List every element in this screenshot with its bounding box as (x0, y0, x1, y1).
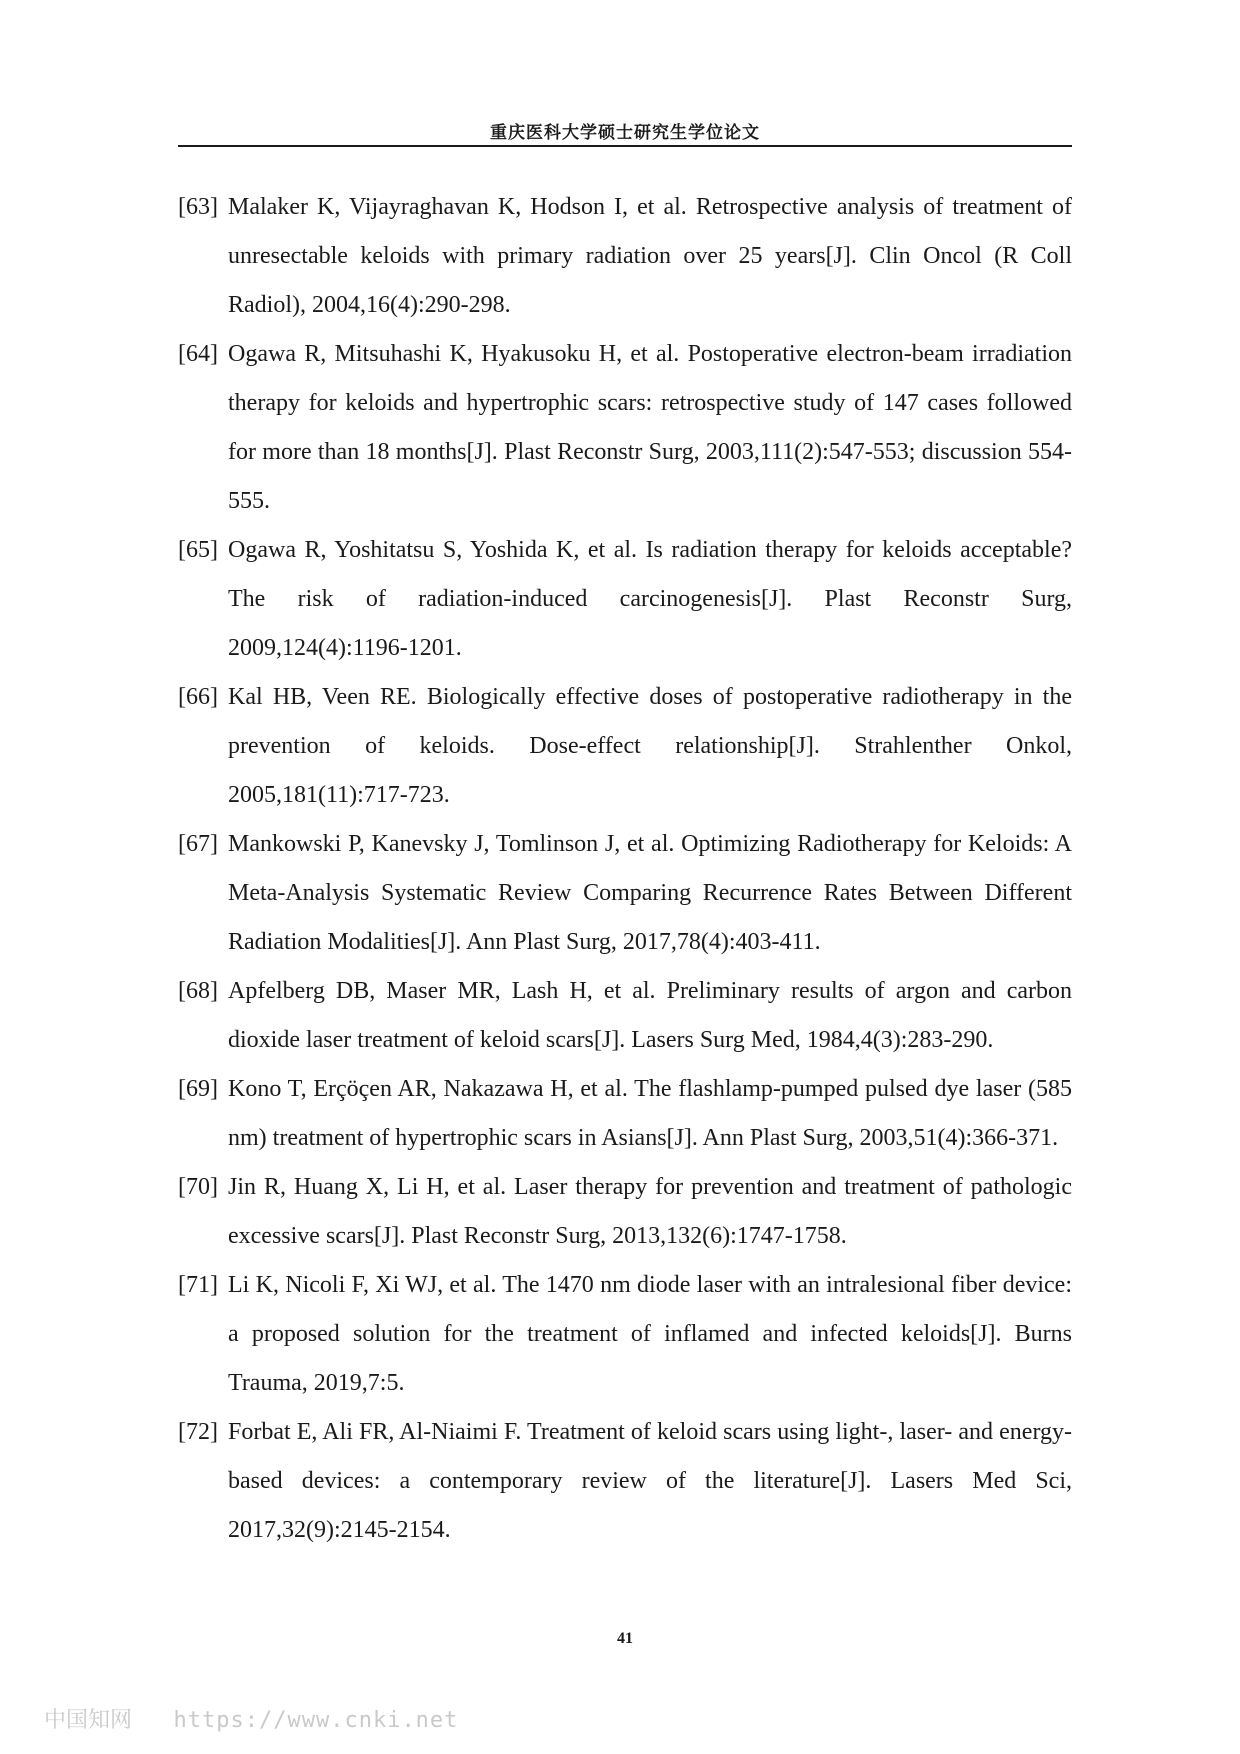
reference-text: Jin R, Huang X, Li H, et al. Laser therapy for prevention and treatment of pathologic excessive scars[J]. Plast Reconstr Surg, 2013,132(6):1747-1758. (228, 1174, 1072, 1249)
reference-number: [64] (178, 341, 218, 367)
reference-item (178, 183, 1072, 330)
reference-text: Malaker K, Vijayraghavan K, Hodson I, et al. Retrospective analysis of treatment of unresectable keloids with primary radiation over 25 years[J]. Clin Oncol (R Coll Radiol), 2004,16(4):290-298. (228, 194, 1072, 318)
reference-number: [63] (178, 194, 218, 220)
reference-item (178, 967, 1072, 1065)
header-rule (178, 145, 1072, 147)
reference-number: [72] (178, 1419, 218, 1445)
reference-number: [69] (178, 1076, 218, 1102)
reference-list (178, 183, 1072, 1555)
reference-item (178, 1065, 1072, 1163)
reference-item (178, 1163, 1072, 1261)
reference-text: Apfelberg DB, Maser MR, Lash H, et al. Preliminary results of argon and carbon dioxide laser treatment of keloid scars[J]. Lasers Surg Med, 1984,4(3):283-290. (228, 978, 1072, 1053)
reference-text: Kal HB, Veen RE. Biologically effective doses of postoperative radiotherapy in the prevention of keloids. Dose-effect relationship[J]. Strahlenther Onkol, 2005,181(11):717-723. (228, 684, 1072, 808)
reference-number: [71] (178, 1272, 218, 1298)
cnki-watermark (44, 1703, 458, 1734)
reference-text: Li K, Nicoli F, Xi WJ, et al. The 1470 nm diode laser with an intralesional fiber device: a proposed solution for the treatment of inflamed and infected keloids[J]. Burns Trauma, 2019,7:5. (228, 1272, 1072, 1396)
reference-number: [70] (178, 1174, 218, 1200)
reference-text: Mankowski P, Kanevsky J, Tomlinson J, et al. Optimizing Radiotherapy for Keloids: A Meta-Analysis Systematic Review Comparing Recurrence Rates Between Different Radiation Modalities[J]. Ann Plast Surg, 2017,78(4):403-411. (228, 831, 1072, 955)
reference-item (178, 820, 1072, 967)
page-number: 41 (617, 1630, 633, 1647)
reference-item (178, 673, 1072, 820)
watermark-url: https://www.cnki.net (173, 1708, 459, 1733)
running-header-title: 重庆医科大学硕士研究生学位论文 (490, 123, 760, 143)
reference-number: [65] (178, 537, 218, 563)
reference-item (178, 330, 1072, 526)
reference-item (178, 1408, 1072, 1555)
reference-text: Ogawa R, Mitsuhashi K, Hyakusoku H, et al. Postoperative electron-beam irradiation therapy for keloids and hypertrophic scars: retrospective study of 147 cases followed for more than 18 months[J]. Plast Reconstr Surg, 2003,111(2):547-553; discussion 554-555. (228, 341, 1072, 514)
reference-text: Kono T, Erçöçen AR, Nakazawa H, et al. The flashlamp-pumped pulsed dye laser (585 nm) treatment of hypertrophic scars in Asians[J]. Ann Plast Surg, 2003,51(4):366-371. (228, 1076, 1072, 1151)
reference-text: Ogawa R, Yoshitatsu S, Yoshida K, et al. Is radiation therapy for keloids acceptable? The risk of radiation-induced carcinogenesis[J]. Plast Reconstr Surg, 2009,124(4):1196-1201. (228, 537, 1072, 661)
watermark-brand: 中国知网 (44, 1708, 133, 1733)
reference-item (178, 1261, 1072, 1408)
reference-text: Forbat E, Ali FR, Al-Niaimi F. Treatment of keloid scars using light-, laser- and energy-based devices: a contemporary review of the literature[J]. Lasers Med Sci, 2017,32(9):2145-2154. (228, 1419, 1072, 1543)
reference-item (178, 526, 1072, 673)
reference-number: [67] (178, 831, 218, 857)
reference-number: [66] (178, 684, 218, 710)
reference-number: [68] (178, 978, 218, 1004)
